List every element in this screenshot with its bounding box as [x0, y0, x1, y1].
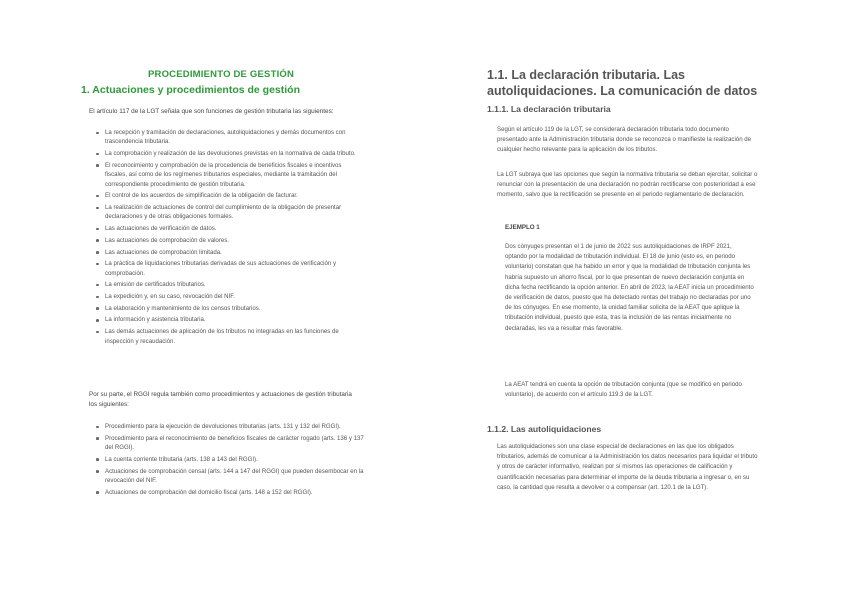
- list-item: La realización de actuaciones de control del cumplimiento de la obligación de presentar declaraciones y de otras obligaciones formales.: [95, 203, 365, 222]
- example-text: Dos cónyuges presentan el 1 de junio de 2022 sus autoliquidaciones de IRPF 2021, optando por la modalidad de tributación individual. El 18 de junio (esto es, en periodo voluntario) constatan que ha habido un error y que la modalidad de tributación conjunta les habría supuesto un ahorro fiscal, por lo que presentan de nuevo declaración conjunta en dicha fecha rectificando la opción anterior. En abril de 2023, la AEAT inicia un procedimiento de verificación de datos, puesto que ha detectado rentas del trabajo no declaradas por uno de los cónyuges. En ese momento, la unidad familiar solicita de la AEAT que aplique la tributación individual, puesto que esta, tras la inclusión de las rentas inicialmente no declaradas, les va a resultar más favorable.: [505, 243, 754, 332]
- right-page: [424, 0, 848, 599]
- functions-list: [95, 128, 365, 348]
- list-item: La emisión de certificados tributarios.: [95, 280, 365, 289]
- paragraph: La LGT subraya que las opciones que según la normativa tributaria se deban ejercitar, solicitar o renunciar con la presentación de una declaración no podrán rectificarse con posterioridad a ese momento, salvo que la rectificación se presente en el periodo reglamentario de declaración.: [497, 171, 758, 199]
- list-item: Actuaciones de comprobación del domicilio fiscal (arts. 148 a 152 del RGGI).: [95, 488, 365, 497]
- list-item: El reconocimiento y comprobación de la procedencia de beneficios fiscales e incentivos fiscales, así como de los regímenes tributarios especiales, mediante la tramitación del correspondiente procedimiento de gestión tributaria.: [95, 161, 365, 189]
- list-item: La práctica de liquidaciones tributarias derivadas de sus actuaciones de verificación y comprobación.: [95, 259, 365, 278]
- list-item: La elaboración y mantenimiento de los censos tributarios.: [95, 304, 365, 313]
- list-item: La comprobación y realización de las devoluciones previstas en la normativa de cada tributo.: [95, 149, 365, 158]
- list-item: La expedición y, en su caso, revocación del NIF.: [95, 292, 365, 301]
- list-item: Las actuaciones de verificación de datos.: [95, 224, 365, 233]
- list-item: La recepción y tramitación de declaraciones, autoliquidaciones y demás documentos con trascendencia tributaria.: [95, 128, 365, 147]
- subheading-declaracion-tributaria: 1.1.1. La declaración tributaria: [487, 104, 611, 114]
- procedures-list: [95, 422, 365, 499]
- intro-paragraph: El artículo 117 de la LGT señala que son funciones de gestión tributaria las siguientes:: [89, 108, 334, 115]
- paragraph: Las autoliquidaciones son una clase especial de declaraciones en las que los obligados tributarios, además de comunicar a la Administración los datos necesarios para liquidar el tributo y otros de carácter informativo, realizan por sí mismos las operaciones de calificación y cuantificación necesarias para determinar el importe de la deuda tributaria a ingresar o, en su caso, la cantidad que resulta a devolver o a compensar (art. 120.1 de la LGT).: [497, 443, 758, 491]
- list-item: La información y asistencia tributaria.: [95, 315, 365, 324]
- list-item: Procedimiento para la ejecución de devoluciones tributarias (arts. 131 y 132 del RGGI).: [95, 422, 365, 431]
- list-item: Procedimiento para el reconocimiento de beneficios fiscales de carácter rogado (arts. 136 y 137 del RGGI).: [95, 434, 365, 453]
- heading-declaracion: 1.1. La declaración tributaria. Las autoliquidaciones. La comunicación de datos: [487, 68, 758, 98]
- list-item: Las demás actuaciones de aplicación de los tributos no integradas en las funciones de inspección y recaudación.: [95, 327, 365, 346]
- list-item: El control de los acuerdos de simplificación de la obligación de facturar.: [95, 191, 365, 200]
- subheading-autoliquidaciones: 1.1.2. Las autoliquidaciones: [487, 424, 602, 434]
- list-item: Las actuaciones de comprobación de valores.: [95, 236, 365, 245]
- section-title: 1. Actuaciones y procedimientos de gestión: [81, 84, 300, 96]
- rggi-paragraph: Por su parte, el RGGI regula también como procedimientos y actuaciones de gestión tributaria los siguientes:: [89, 391, 352, 408]
- paragraph: Según el artículo 119 de la LGT, se considerará declaración tributaria todo documento presentado ante la Administración tributaria donde se reconozca o manifieste la realización de cualquier hecho relevante para la aplicación de los tributos.: [497, 126, 752, 154]
- example-title: EJEMPLO 1: [505, 224, 540, 231]
- document-title: PROCEDIMIENTO DE GESTIÓN: [148, 69, 295, 80]
- list-item: Actuaciones de comprobación censal (arts. 144 a 147 del RGGI) que pueden desembocar en la revocación del NIF.: [95, 467, 365, 486]
- example-conclusion: La AEAT tendrá en cuenta la opción de tributación conjunta (que se modificó en periodo voluntario), de acuerdo con el artículo 119.3 de la LGT.: [505, 381, 742, 399]
- example-box: [497, 222, 767, 412]
- list-item: Las actuaciones de comprobación limitada.: [95, 248, 365, 257]
- list-item: La cuenta corriente tributaria (arts. 138 a 143 del RGGI).: [95, 455, 365, 464]
